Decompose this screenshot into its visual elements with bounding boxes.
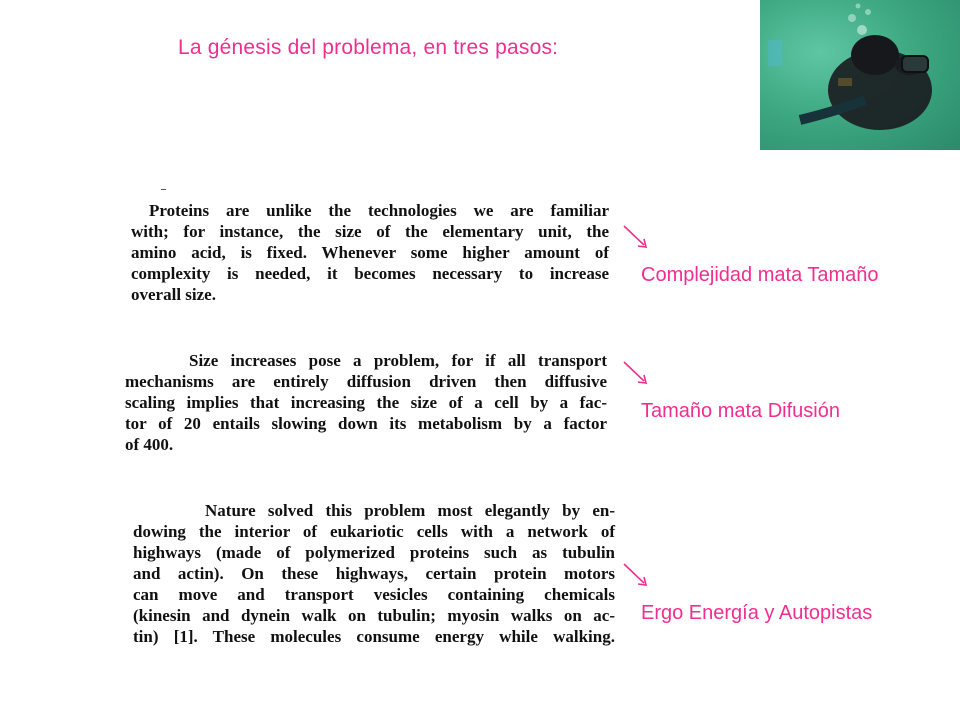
note-complejidad: Complejidad mata Tamaño: [641, 264, 879, 286]
excerpt-line: tor of 20 entails slowing down its metabolism by a factor: [125, 414, 607, 433]
excerpt-line: overall size.: [131, 285, 216, 304]
arrow-down-right-icon: [622, 562, 650, 588]
scanned-excerpt-1: [131, 200, 609, 305]
excerpt-line: highways (made of polymerized proteins such as tubulin: [133, 543, 615, 562]
excerpt-line: dowing the interior of eukariotic cells with a network of: [133, 522, 615, 541]
note-tamano: Tamaño mata Difusión: [641, 400, 840, 422]
excerpt-line: with; for instance, the size of the elementary unit, the: [131, 222, 609, 241]
note-ergo: Ergo Energía y Autopistas: [641, 602, 873, 624]
scan-mark: [161, 189, 166, 190]
excerpt-line: can move and transport vesicles containing chemicals: [133, 585, 615, 604]
scanned-excerpt-3: [133, 500, 615, 647]
scanned-excerpt-2: [125, 350, 607, 455]
excerpt-line: complexity is needed, it becomes necessary to increase: [131, 264, 609, 283]
excerpt-line: amino acid, is fixed. Whenever some higher amount of: [131, 243, 609, 262]
diver-photo: [760, 0, 960, 150]
arrow-down-right-icon: [622, 360, 650, 386]
excerpt-line: mechanisms are entirely diffusion driven then diffusive: [125, 372, 607, 391]
slide-title: La génesis del problema, en tres pasos:: [178, 36, 559, 59]
excerpt-line: tin) [1]. These molecules consume energy while walking.: [133, 627, 615, 646]
excerpt-line: Proteins are unlike the technologies we are familiar: [149, 201, 609, 220]
excerpt-line: Nature solved this problem most elegantly by en-: [205, 501, 615, 520]
excerpt-line: scaling implies that increasing the size of a cell by a fac-: [125, 393, 607, 412]
arrow-down-right-icon: [622, 224, 650, 250]
excerpt-line: and actin). On these highways, certain protein motors: [133, 564, 615, 583]
excerpt-line: of 400.: [125, 435, 174, 454]
diver-image: [760, 0, 960, 150]
excerpt-line: (kinesin and dynein walk on tubulin; myosin walks on ac-: [133, 606, 615, 625]
excerpt-line: Size increases pose a problem, for if all transport: [189, 351, 607, 370]
